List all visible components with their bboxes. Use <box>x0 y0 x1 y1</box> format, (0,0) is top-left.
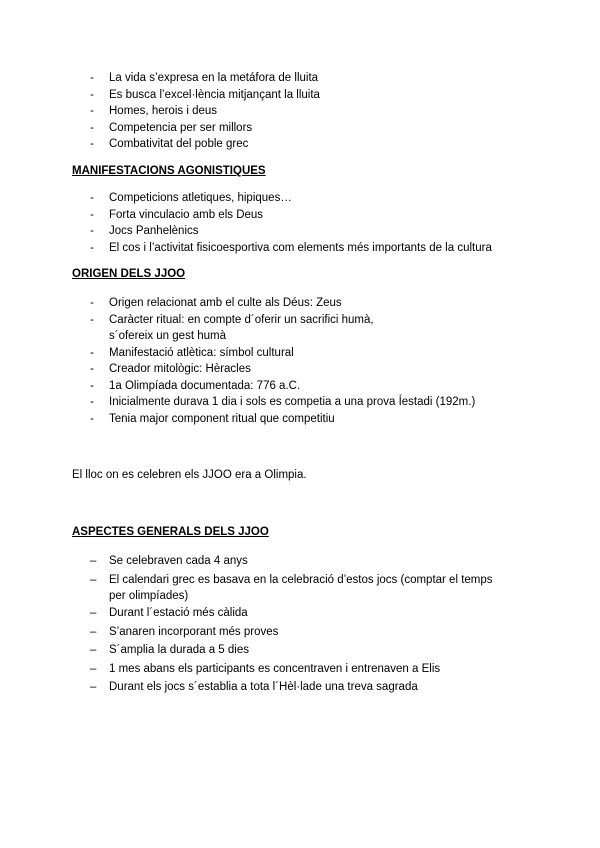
list-item-text: Creador mitològic: Hèracles <box>109 363 251 375</box>
list-marker: - <box>90 225 94 237</box>
section-heading-aspectes: ASPECTES GENERALS DELS JJOO <box>72 526 269 538</box>
list-item-text: Durant els jocs s´establia a tota l´Hèl·lade una treva sagrada <box>109 681 418 693</box>
list-item-text: Homes, herois i deus <box>109 105 218 117</box>
list-marker: - <box>90 346 94 359</box>
list-item-text: Es busca l’excel·lència mitjançant la lluita <box>109 88 320 101</box>
list-marker: - <box>90 88 94 101</box>
olimpia-paragraph: El lloc on es celebren els JJOO era a Olimpia. <box>72 469 307 481</box>
list-item-text: El calendari grec es basava en la celebració d’estos jocs (comptar el temps <box>109 573 493 586</box>
list-item <box>90 207 560 224</box>
list-marker: - <box>90 72 94 84</box>
list-item-text: 1a Olimpíada documentada: 776 a.C. <box>109 379 301 392</box>
list-marker: - <box>90 241 94 254</box>
list-item <box>90 552 560 571</box>
list-marker: – <box>90 607 97 619</box>
list-item-text: Combativitat del poble grec <box>109 138 249 150</box>
list-item-text: S´amplia la durada a 5 dies <box>109 644 249 656</box>
list-item-continuation: s´ofereix un gest humà <box>109 330 226 342</box>
section-heading-manifestacions: MANIFESTACIONS AGONISTIQUES <box>72 165 266 177</box>
list-item-text: Se celebraven cada 4 anys <box>109 555 248 567</box>
list-marker: - <box>90 412 94 425</box>
list-item-text: Competencia per ser millors <box>109 121 253 134</box>
list-item <box>90 87 560 104</box>
list-item <box>90 378 560 395</box>
list-item <box>90 623 560 642</box>
list-marker: – <box>90 573 97 586</box>
list-marker: - <box>90 138 94 150</box>
list-marker: – <box>90 662 97 675</box>
list-marker: - <box>90 192 94 204</box>
list-marker: – <box>90 644 97 656</box>
list-item-text: Durant l´estació més càlida <box>109 607 248 619</box>
list-item-text: Origen relacionat amb el culte als Déus: Zeus <box>109 297 342 309</box>
list-item-continuation: per olimpíades) <box>109 590 189 602</box>
list-item <box>90 190 560 207</box>
list-marker: - <box>90 313 94 326</box>
list-item <box>90 394 560 411</box>
list-item <box>90 103 560 120</box>
intro-list <box>90 70 560 153</box>
list-marker: - <box>90 396 94 408</box>
list-marker: - <box>90 208 94 221</box>
list-item <box>90 660 560 679</box>
list-item-text: El cos i l’activitat fisicoesportiva com elements més importants de la cultura <box>109 241 492 254</box>
list-item <box>90 120 560 137</box>
list-marker: – <box>90 681 97 693</box>
list-item-text: Inicialmente durava 1 dia i sols es competia a una prova Íestadi (192m.) <box>109 396 476 408</box>
list-marker: - <box>90 363 94 375</box>
list-marker: - <box>90 105 94 117</box>
list-item-text: Manifestació atlètica: símbol cultural <box>109 346 294 359</box>
list-item <box>90 571 560 605</box>
list-item <box>90 223 560 240</box>
list-item-text: Forta vinculacio amb els Deus <box>109 208 264 221</box>
origen-list <box>90 295 560 427</box>
list-item-text: Jocs Panhelènics <box>109 225 199 237</box>
list-item <box>90 678 560 697</box>
list-item <box>90 295 560 312</box>
list-item <box>90 136 560 153</box>
list-marker: - <box>90 379 94 392</box>
list-item <box>90 361 560 378</box>
list-item <box>90 641 560 660</box>
list-item <box>90 70 560 87</box>
list-marker: - <box>90 297 94 309</box>
list-marker: - <box>90 121 94 134</box>
list-item-text: Caràcter ritual: en compte d´oferir un sacrifici humà, <box>109 313 374 326</box>
list-item-text: S’anaren incorporant més proves <box>109 625 279 638</box>
list-item <box>90 312 560 345</box>
aspectes-list <box>90 552 560 697</box>
list-item <box>90 240 560 257</box>
list-item <box>90 411 560 428</box>
list-marker: – <box>90 625 97 638</box>
list-item-text: La vida s’expresa en la metáfora de lluita <box>109 72 319 84</box>
list-marker: – <box>90 555 97 567</box>
manifestacions-list <box>90 190 560 256</box>
section-heading-origen: ORIGEN DELS JJOO <box>72 268 186 280</box>
list-item-text: Tenia major component ritual que competitiu <box>109 412 335 425</box>
list-item-text: 1 mes abans els participants es concentraven i entrenaven a Elis <box>109 662 441 675</box>
list-item-text: Competicions atletiques, hipiques… <box>109 192 292 204</box>
list-item <box>90 604 560 623</box>
list-item <box>90 345 560 362</box>
